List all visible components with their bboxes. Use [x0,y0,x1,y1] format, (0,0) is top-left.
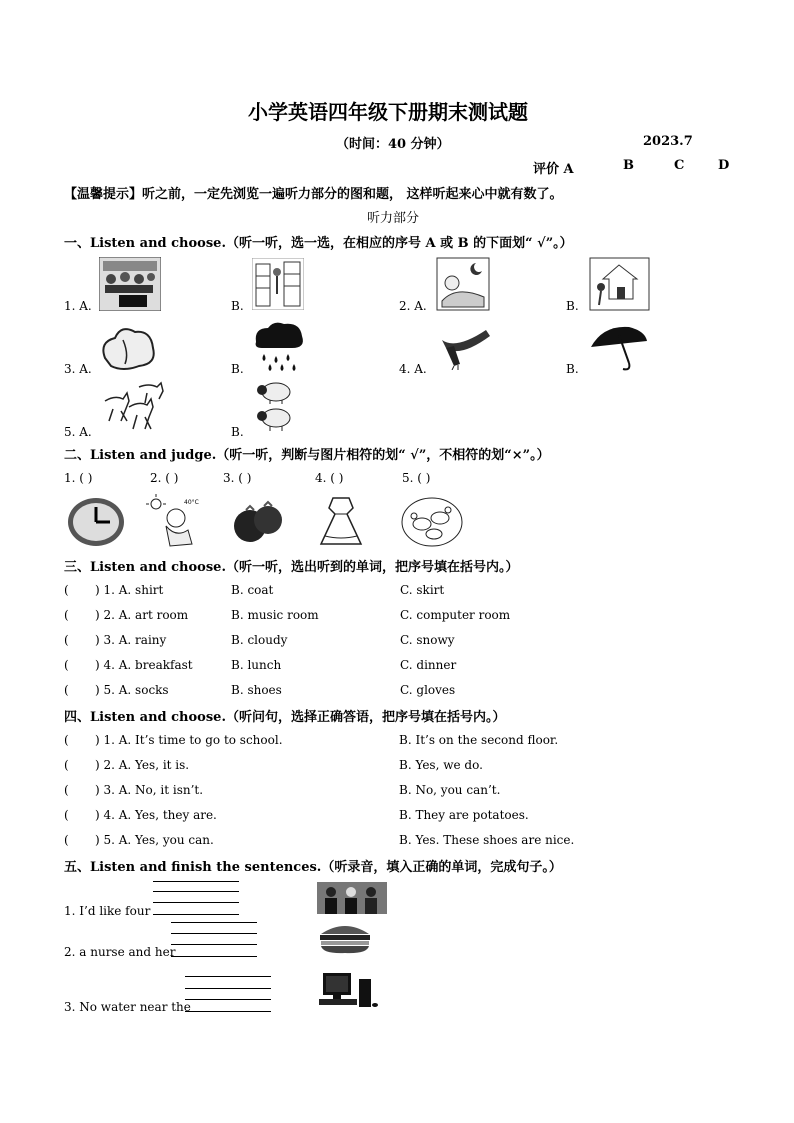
s2-item: 4. ( ) [315,471,344,485]
answer-paren[interactable]: ( [64,783,69,797]
s1-label: 1. A. [64,299,92,313]
s1-label: 3. A. [64,362,92,376]
sentence-1: 1. I’d like four [64,904,151,918]
s3-option-a: ) 2. A. art room [95,608,189,622]
answer-paren[interactable]: ( [64,758,69,772]
answer-paren[interactable]: ( [64,583,69,597]
library-picture [252,258,304,310]
s1-label: 5. A. [64,425,92,439]
answer-line[interactable] [171,933,257,934]
time-limit: （时间：40 分钟） [336,137,450,152]
sentence-2: 2. a nurse and her [64,945,176,959]
page-title: 小学英语四年级下册期末测试题 [248,100,528,124]
hot-weather-picture [146,494,200,548]
s3-option-a: ) 5. A. socks [95,683,169,697]
s4-option-b: B. It’s on the second floor. [399,733,559,747]
geese-picture [400,494,464,550]
s1-label: B. [231,299,244,313]
answer-line[interactable] [185,988,271,989]
answer-paren[interactable]: ( [64,633,69,647]
listening-part-heading: 听力部分 [367,211,420,226]
s1-label: B. [231,425,244,439]
s3-option-c: C. gloves [400,683,456,697]
s3-option-c: C. computer room [400,608,511,622]
s4-option-b: B. Yes, we do. [399,758,483,772]
scarf-picture [436,324,494,370]
grade-c: C [674,158,685,173]
answer-line[interactable] [153,881,239,882]
s3-option-c: C. dinner [400,658,457,672]
s3-option-b: B. cloudy [231,633,288,647]
clock-picture [66,496,126,548]
s3-option-c: C. skirt [400,583,445,597]
section-4-title: 四、Listen and choose.（听问句，选择正确答语，把序号填在括号内。） [64,710,506,725]
answer-line[interactable] [153,902,239,903]
s2-item: 5. ( ) [402,471,431,485]
s4-option-a: ) 1. A. It’s time to go to school. [95,733,283,747]
s3-option-b: B. music room [231,608,319,622]
grade-b: B [623,158,634,173]
s1-label: 2. A. [399,299,427,313]
classroom-picture [99,257,161,311]
s3-option-c: C. snowy [400,633,455,647]
s4-option-a: ) 2. A. Yes, it is. [95,758,190,772]
s1-label: B. [566,299,579,313]
answer-paren[interactable]: ( [64,608,69,622]
s2-item: 2. ( ) [150,471,179,485]
computer-picture [317,971,379,1009]
s3-option-a: ) 3. A. rainy [95,633,167,647]
answer-paren[interactable]: ( [64,733,69,747]
answer-line[interactable] [171,956,257,957]
s1-label: B. [566,362,579,376]
answer-paren[interactable]: ( [64,683,69,697]
s4-option-a: ) 4. A. Yes, they are. [95,808,217,822]
s3-option-b: B. coat [231,583,274,597]
answer-paren[interactable]: ( [64,833,69,847]
hamburger-picture [317,922,373,954]
s3-option-a: ) 4. A. breakfast [95,658,193,672]
answer-line[interactable] [153,914,239,915]
exam-date: 2023.7 [643,134,693,149]
people-picture [317,882,387,914]
s4-option-a: ) 3. A. No, it isn’t. [95,783,204,797]
answer-line[interactable] [171,922,257,923]
answer-line[interactable] [153,891,239,892]
answer-line[interactable] [185,1011,271,1012]
grade-label: 评价 A [533,162,574,177]
s3-option-b: B. shoes [231,683,282,697]
svg-text:40°C: 40°C [184,499,199,506]
umbrella-picture [589,323,649,373]
sheep-picture [252,380,296,434]
section-3-title: 三、Listen and choose.（听一听，选出听到的单词，把序号填在括号内。） [64,560,519,575]
sentence-3: 3. No water near the [64,1000,191,1014]
answer-paren[interactable]: ( [64,808,69,822]
horses-picture [99,381,169,435]
s4-option-a: ) 5. A. Yes, you can. [95,833,214,847]
s1-label: 4. A. [399,362,427,376]
s2-item: 1. ( ) [64,471,93,485]
answer-line[interactable] [185,999,271,1000]
tip-text: 【温馨提示】听之前，一定先浏览一遍听力部分的图和题， 这样听起来心中就有数了。 [64,187,563,202]
s3-option-a: ) 1. A. shirt [95,583,164,597]
s4-option-b: B. Yes. These shoes are nice. [399,833,575,847]
s4-option-b: B. They are potatoes. [399,808,529,822]
sleeping-picture [436,257,490,311]
s4-option-b: B. No, you can’t. [399,783,501,797]
going-home-picture [589,257,650,311]
answer-line[interactable] [171,944,257,945]
answer-line[interactable] [185,976,271,977]
cloudy-picture [99,320,157,374]
rainy-picture [252,320,306,372]
s2-item: 3. ( ) [223,471,252,485]
answer-paren[interactable]: ( [64,658,69,672]
section-2-title: 二、Listen and judge.（听一听，判断与图片相符的划“ √”，不相符的划“×”。） [64,448,550,463]
grade-d: D [718,158,730,173]
section-1-title: 一、Listen and choose.（听一听，选一选，在相应的序号 A 或 B 的下面划“ √”。） [64,236,573,251]
tomatoes-picture [230,496,286,548]
s3-option-b: B. lunch [231,658,282,672]
dress-picture [317,494,365,548]
section-5-title: 五、Listen and finish the sentences.（听录音，填入正确的单词，完成句子。） [64,860,562,875]
s1-label: B. [231,362,244,376]
